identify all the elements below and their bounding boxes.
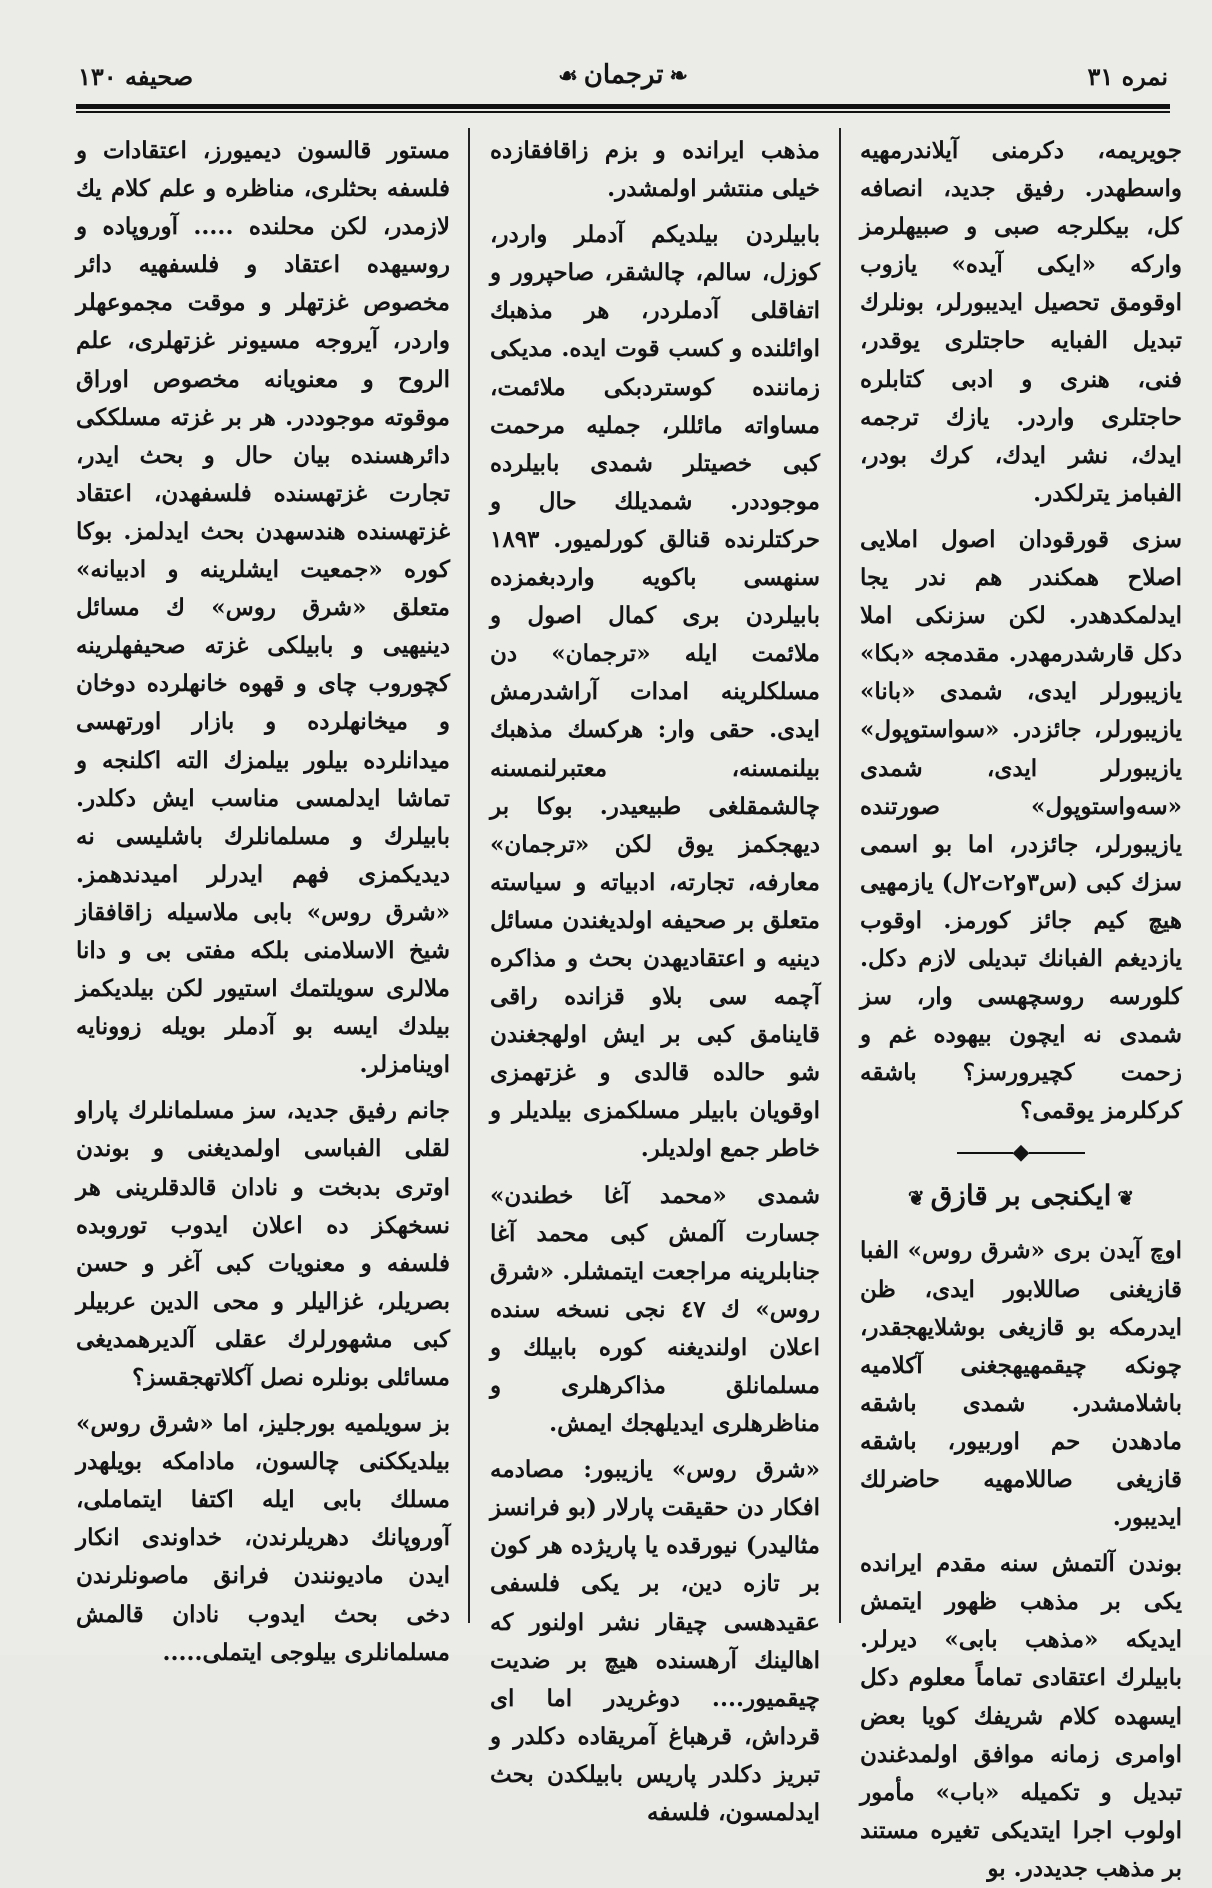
ornament-icon: ☙ (558, 63, 578, 89)
page-number: صحيفه ١٣٠ (78, 62, 194, 91)
paragraph: اوچ آيدن برى «شرق روس» الفبا قازيغنى صاللابور ايدى، ظن ايدرمكه بو قازيغى بوشلايهجقدر، چونكه چيقمهيهجغنى آكلاميه باشلامشدر. شمدى باشقه مادهدن حم اوربيور، باشقه قازيغى صاللامهيه حاضرلك ايديبور. (860, 1237, 1182, 1532)
paragraph: بابيلردن بيلديكم آدملر واردر، كوزل، سالم، چالشقر، صاحپرور و اتفاقلى آدملردر، هر مذهبك اوائلنده و كسب قوت ايده. مديكى زماننده كوستردبكى ملائمت، مساواته مائللر، جمليه مرحمت كبى خصيتلر شمدى بابيلرده موجوددر. شمديلك حال و حركتلرنده قنالق كورلميور. ١٨٩٣ سنهسى باكويه واردبغمزده بابيلردن برى كمال اصول و ملائمت ايله «ترجمان» دن مسلكلرينه امدات آراشدرمش ايدى. حقى وار: هركسك مذهبك بيلنمسنه، معتبرلنمسنه چالشمقلغى طبيعيدر. بوكا بر ديهجكمز يوق لكن «ترجمان» معارفه، تجارته، ادبياته و سياسته متعلق بر صحيفه اولديغندن مسائل دينيه و اعتقاديهدن بحث و مذاكره آچمه سى بلاو قزانده راقى قاينامق كبى بر ايش اولهجغندن شو حالده قالدى و غزتهمزى اوقويان بابيلر مسلكمزى بيلديلر و خاطر جمع اولديلر. (490, 221, 820, 1163)
column-middle (490, 132, 820, 1827)
paragraph: بوندن آلتمش سنه مقدم ايرانده يكى بر مذهب ظهور ايتمش ايديكه «مذهب بابى» ديرلر. بابيلرك اعتقادى تماماً معلوم دكل ايسهده كلام شريفك كويا بعض اوامرى زمانه موافق اولمدغندن تبديل و تكميله «باب» مأمور اولوب اجرا ايتديكى تغيره مستند بر مذهب جديددر. بو (860, 1550, 1182, 1882)
paragraph: سزى قورقودان اصول املايى اصلاح همكندر هم ندر يجا ايدلمكدهدر. لكن سزنكى املا دكل قارشدرمهدر. مقدمجه «بكا» يازيبورلر ايدى، شمدى «بانا» يازيبورلر، جائزدر. «سواستوپول» يازيبورلر ايدى، شمدى «سەواستوپول» صورتنده يازيبورلر، جائزدر، اما بو اسمى سزك كبى (س٣و٢ت٢ل) يازمهيى هيچ كيم جائز كورمز. اوقوب يازديغم الفبانك تبديلى لازم دكل. كلورسه روسچهسى وار، سز شمدى نه ايچون بيهوده غم و زحمت كچيرورسز؟ باشقه كركلرمز يوقمى؟ (860, 525, 1182, 1125)
paragraph: بز سويلميه بورجليز، اما «شرق روس» بيلديككنى چالسون، مادامكه بويلهدر مسلك بابى ايله اكتفا ايتماملى، آوروپانك دهريلرندن، خداوندى انكار ايدن ماديونندن فرانق ماصونلرندن دخى بحث ايدوب نادان قالمش مسلمانلرى بيلوجى ايتملى..... (76, 1410, 450, 1666)
column-divider (839, 128, 841, 1623)
paragraph: «شرق روس» يازيبور: مصادمه افكار دن حقيقت پارلار (بو فرانسز مثاليدر) نيورقده يا پاريژده هر كون بر تازه دين، بر يكى فلسفى عقيدهسى چيقار نشر اولنور كه اهالينك آرهسنده هيچ بر ضديت چيقميور.... دوغريدر اما اى قرداش، قرهباغ آمريقاده دكلدر و تبريز دكلدر پاريس بابيلكدن بحث ايدلمسون، فلسفه (490, 1456, 820, 1827)
diamond-icon: ◆ (1012, 1140, 1030, 1166)
ornament-icon: ❧ (669, 63, 688, 89)
paragraph: شمدى «محمد آغا خطندن» جسارت آلمش كبى محمد آغا جنابلرينه مراجعت ايتمشلر. «شرق روس» ك ٤٧ نجى نسخه سنده اعلان اولنديغنه كوره بابيلك و مسلمانلق مذاكرهلرى و مناظرهلرى ايديلهجك ايمش. (490, 1181, 820, 1438)
header-rule-thin (76, 111, 1170, 113)
ornament-icon: ❦ (1117, 1186, 1135, 1211)
paragraph: مذهب ايرانده و بزم زاقافقازده خيلى منتشر اولمشدر. (490, 137, 820, 203)
paragraph: مستور قالسون ديميورز، اعتقادات و فلسفه بحثلرى، مناظره و علم كلام يك لازمدر، لكن محلنده ..... آوروپاده و روسيهده اعتقاد و فلسفهيه دائر مخصوص غزتهلر و موقت مجموعهلر واردر، آيروجه مسيونر غزتهلرى، علم الروح و معنويانه مخصوص اوراق موقوته موجوددر. هر بر غزته مسلككى دائرهسنده بيان حال و بحث ايدر، تجارت غزتهسنده فلسفهدن، اعتقاد غزتهسنده هندسهدن بحث ايدلمز. بوكا كوره «جمعيت ايشلرينه و ادبيانه» متعلق «شرق روس» ك مسائل دينيهيى و بابيلكى غزته صحيفهلرينه كچوروب چاى و قهوه خانهلرده دوخان و ميخانهلرده و بازار اورتهسى ميدانلرده بيلور بيلمزك الته اكلنجه و تماشا ايدلمسى مناسب ايش دكلدر. بابيلرك و مسلمانلرك باشليسى نه ديديكمزى فهم ايدرلر اميدندهمز. «شرق روس» بابى ملاسيله زاقافقاز شيخ الاسلامنى بلكه مفتى بى و دانا ملالرى سويلتمك استيور لكن بيلديكمز بيلدك ايسه بو آدملر بويله زوونايه اوينامزلر. (76, 137, 450, 1079)
column-divider (468, 128, 470, 1623)
section-separator (860, 1138, 1182, 1168)
paragraph: جانم رفيق جديد، سز مسلمانلرك پاراو لقلى الفباسى اولمديغنى و بوندن اوترى بدبخت و نادان قالدقلرينى هر نسخهكز ده اعلان ايدوب توروبده فلسفه و معنويات كبى آغر و حسن بصريلر، غزاليلر و محى الدين عربيلر كبى مشهورلرك عقلى آلديرهمديغى مسائلى بونلره نصل آكلاتهجقسز؟ (76, 1097, 450, 1391)
column-right (860, 132, 1182, 1882)
section-heading-text: ايكنجى بر قازق (930, 1179, 1112, 1213)
header-rule (76, 104, 1170, 109)
masthead (552, 60, 694, 90)
paragraph: جويريمه، دكرمنى آيلاندرمهيه واسطهدر. رفيق جديد، انصافه كل، بيكلرجه صبى و صبيهلرمز واركه «ايكى آيده» يازوب اوقومق تحصيل ايديبورلر، بونلرك تبديل الفبايه حاجتلرى يوقدر، فنى، هنرى و ادبى كتابلره حاجتلرى واردر. يازك ترجمه ايدك، نشر ايدك، كرك بودر، الفبامز يترلكدر. (860, 137, 1182, 507)
ornament-icon: ❦ (907, 1186, 925, 1211)
page-header (78, 58, 1168, 102)
column-left (76, 132, 450, 1666)
issue-number: نمره ٣١ (1087, 62, 1168, 91)
section-heading (860, 1176, 1182, 1218)
newspaper-title: ترجمان (583, 60, 664, 90)
